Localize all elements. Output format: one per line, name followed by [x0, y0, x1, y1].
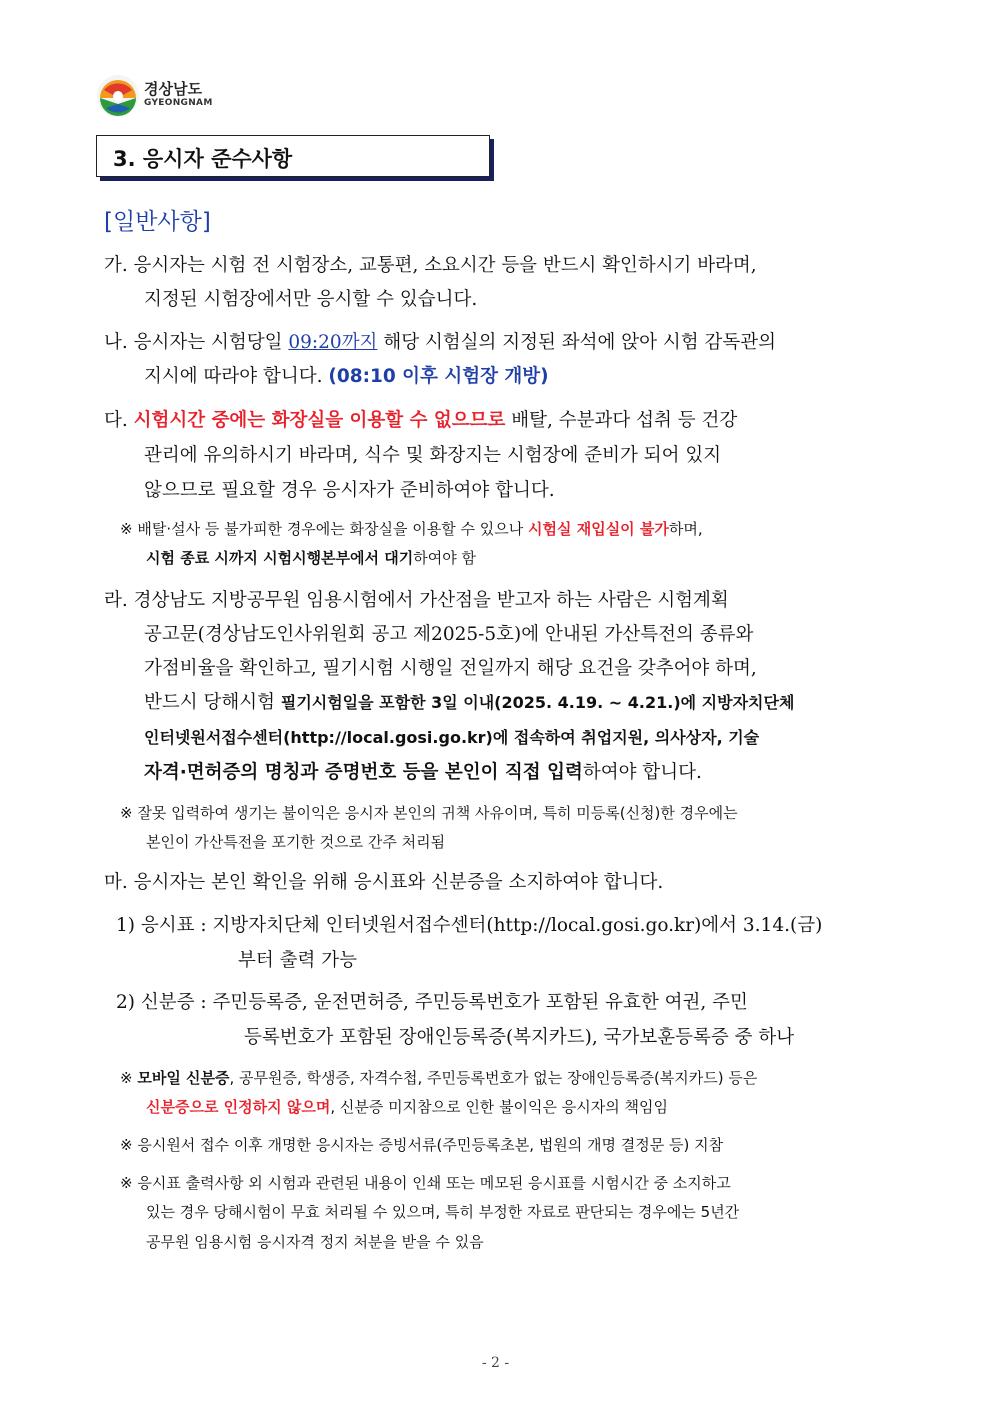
item-ra-line-2: 공고문(경상남도인사위원회 공고 제2025-5호)에 안내된 가산특전의 종류와 — [144, 624, 754, 645]
item-ma-note1-rest: , 공무원증, 학생증, 자격수첩, 주민등록번호가 없는 장애인등록증(복지카드) 등은 — [229, 1069, 758, 1087]
item-ma-note1-line-1 — [120, 1067, 757, 1089]
item-ma-note1-warning: 신분증으로 인정하지 않으며 — [146, 1098, 331, 1116]
item-ra-note-line-2: 본인이 가산특전을 포기한 것으로 간주 처리됨 — [146, 833, 446, 851]
org-logo — [96, 74, 236, 118]
item-ma-note3-line-3: 공무원 임용시험 응시자격 정지 처분을 받을 수 있음 — [146, 1233, 484, 1251]
item-ra-text-a: 반드시 당해시험 — [144, 692, 281, 713]
subhead-general: [일반사항] — [104, 209, 211, 235]
item-na-open-time: (08:10 이후 시험장 개방) — [328, 366, 549, 387]
item-da-warning: 시험시간 중에는 화장실을 이용할 수 없으므로 — [133, 410, 506, 431]
item-da-note-bold: 시험 종료 시까지 시험시행본부에서 대기 — [146, 549, 414, 567]
section-header-box — [96, 135, 490, 177]
item-ra-line-6 — [144, 760, 702, 786]
item-na-line-1 — [104, 330, 776, 356]
item-na-time: 09:20까지 — [288, 332, 378, 353]
page-number: - 2 - — [481, 1355, 510, 1371]
item-da-note-c: 하며, — [668, 520, 703, 538]
item-ga-line-1: 가. 응시자는 시험 전 시험장소, 교통편, 소요시간 등을 반드시 확인하시기 바라며, — [104, 255, 757, 276]
item-da-line-2: 관리에 유의하시기 바라며, 식수 및 화장지는 시험장에 준비가 되어 있지 — [144, 445, 722, 466]
item-da-line-1 — [104, 408, 737, 434]
org-name-en: GYEONGNAM — [144, 98, 213, 108]
item-ra-line-4 — [144, 690, 794, 716]
item-na-text-c: 해당 시험실의 지정된 좌석에 앉아 시험 감독관의 — [377, 332, 777, 353]
item-da-note-a: ※ 배탈·설사 등 불가피한 경우에는 화장실을 이용할 수 있으나 — [120, 520, 529, 538]
item-da-note-line-2 — [146, 547, 476, 569]
gyeongnam-logo-icon — [96, 74, 140, 118]
item-da-prefix: 다. — [104, 410, 134, 431]
item-ma-note2-line-1: ※ 응시원서 접수 이후 개명한 응시자는 증빙서류(주민등록초본, 법원의 개명 결정문 등) 지참 — [120, 1136, 724, 1154]
item-ma-note1-prefix: ※ — [120, 1069, 138, 1087]
item-na-line-2 — [144, 364, 549, 390]
item-ma-note3-line-2: 있는 경우 당해시험이 무효 처리될 수 있으며, 특히 부정한 자료로 판단되는 경우에는 5년간 — [146, 1203, 740, 1221]
item-ma-line-1: 마. 응시자는 본인 확인을 위해 응시표와 신분증을 소지하여야 합니다. — [104, 872, 664, 893]
item-ma-sub1-line-1: 1) 응시표 : 지방자치단체 인터넷원서접수센터(http://local.gosi.go.kr)에서 3.14.(금) — [116, 915, 823, 936]
item-ma-sub2-line-1: 2) 신분증 : 주민등록증, 운전면허증, 주민등록번호가 포함된 유효한 여권, 주민 — [116, 992, 748, 1013]
item-ma-note3-line-1: ※ 응시표 출력사항 외 시험과 관련된 내용이 인쇄 또는 메모된 응시표를 시험시간 중 소지하고 — [120, 1174, 731, 1192]
item-ra-line-5: 인터넷원서접수센터(http://local.gosi.go.kr)에 접속하여 취업지원, 의사상자, 기술 — [144, 728, 760, 747]
section-title: 3. 응시자 준수사항 — [113, 147, 293, 171]
item-ra-note-line-1: ※ 잘못 입력하여 생기는 불이익은 응시자 본인의 귀책 사유이며, 특히 미등록(신청)한 경우에는 — [120, 804, 738, 822]
item-da-note-end: 하여야 함 — [413, 549, 476, 567]
item-da-text-c: 배탈, 수분과다 섭취 등 건강 — [505, 410, 738, 431]
item-ma-note1-line-2 — [146, 1096, 668, 1118]
item-ra-text-end: 하여야 합니다. — [582, 762, 702, 783]
item-ga-line-2: 지정된 시험장에서만 응시할 수 있습니다. — [144, 289, 478, 310]
item-da-line-3: 않으므로 필요할 경우 응시자가 준비하여야 합니다. — [144, 480, 555, 501]
item-ma-note1-end: , 신분증 미지참으로 인한 불이익은 응시자의 책임임 — [330, 1098, 668, 1116]
item-na-text-a: 나. 응시자는 시험당일 — [104, 332, 289, 353]
item-da-note-warning: 시험실 재입실이 불가 — [528, 520, 669, 538]
item-ra-period: 필기시험일을 포함한 3일 이내(2025. 4.19. ~ 4.21.)에 지방자치단체 — [280, 693, 795, 712]
org-name-ko: 경상남도 — [144, 80, 202, 98]
item-ra-line-1: 라. 경상남도 지방공무원 임용시험에서 가산점을 받고자 하는 사람은 시험계획 — [104, 590, 729, 611]
item-ma-note1-mobile: 모바일 신분증 — [137, 1069, 230, 1087]
item-ra-bold-end: 자격·면허증의 명칭과 증명번호 등을 본인이 직접 입력 — [144, 762, 583, 783]
item-ra-line-3: 가점비율을 확인하고, 필기시험 시행일 전일까지 해당 요건을 갖추어야 하며, — [144, 658, 757, 679]
item-na-text-d: 지시에 따라야 합니다. — [144, 366, 329, 387]
item-ma-sub1-line-2: 부터 출력 가능 — [238, 950, 357, 971]
item-da-note-line-1 — [120, 518, 703, 540]
item-ma-sub2-line-2: 등록번호가 포함된 장애인등록증(복지카드), 국가보훈등록증 중 하나 — [244, 1027, 795, 1048]
